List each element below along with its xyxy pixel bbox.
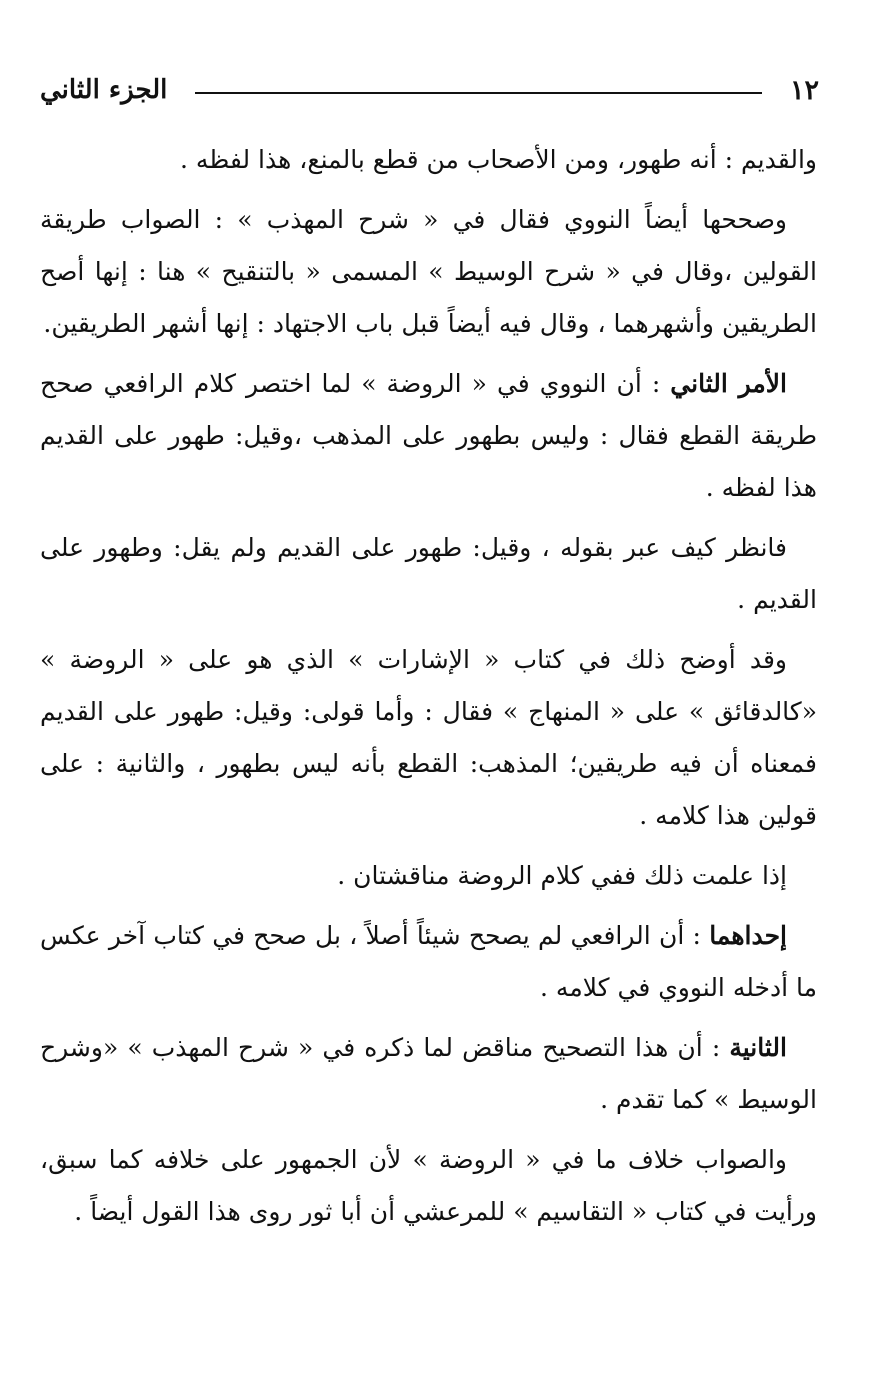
running-title: الجزء الثاني	[40, 75, 168, 105]
paragraph-9	[40, 1134, 817, 1238]
paragraph-text: فانظر كيف عبر بقوله ، وقيل: طهور على القديم ولم يقل: وطهور على القديم .	[40, 533, 817, 614]
paragraph-text: وصححها أيضاً النووي فقال في « شرح المهذب » : الصواب طريقة القولين ،وقال في « شرح الوسيط » المسمى « بالتنقيح » هنا : إنها أصح الطريقين وأشهرهما ، وقال فيه أيضاً قبل باب الاجتهاد : إنها أشهر الطريقين.	[40, 205, 817, 338]
page-header	[40, 70, 819, 110]
paragraph-2	[40, 194, 817, 350]
paragraph-text: : أن هذا التصحيح مناقض لما ذكره في « شرح المهذب » «وشرح الوسيط » كما تقدم .	[40, 1033, 817, 1114]
paragraph-5	[40, 634, 817, 842]
paragraph-lead: الثانية	[729, 1033, 787, 1062]
paragraph-4	[40, 522, 817, 626]
body-text	[40, 134, 817, 1246]
page-number: ١٢	[789, 74, 819, 106]
header-rule	[195, 92, 762, 94]
paragraph-text: إذا علمت ذلك ففي كلام الروضة مناقشتان .	[337, 861, 787, 890]
paragraph-6	[40, 850, 817, 902]
paragraph-text: والصواب خلاف ما في « الروضة » لأن الجمهور على خلافه كما سبق، ورأيت في كتاب « التقاسيم » للمرعشي أن أبا ثور روى هذا القول أيضاً .	[40, 1145, 817, 1226]
paragraph-lead: إحداهما	[709, 921, 787, 950]
paragraph-text: والقديم : أنه طهور، ومن الأصحاب من قطع بالمنع، هذا لفظه .	[180, 145, 817, 174]
paragraph-text: : أن الرافعي لم يصحح شيئاً أصلاً ، بل صحح في كتاب آخر عكس ما أدخله النووي في كلامه .	[40, 921, 817, 1002]
paragraph-text: وقد أوضح ذلك في كتاب « الإشارات » الذي هو على « الروضة » «كالدقائق » على « المنهاج » فقال : وأما قولى: وقيل: طهور على القديم فمعناه أن فيه طريقين؛ المذهب: القطع بأنه ليس بطهور ، والثانية : على قولين هذا كلامه .	[40, 645, 817, 830]
paragraph-1	[40, 134, 817, 186]
paragraph-lead: الأمر الثاني	[670, 369, 787, 398]
paragraph-text: : أن النووي في « الروضة » لما اختصر كلام الرافعي صحح طريقة القطع فقال : وليس بطهور على المذهب ،وقيل: طهور على القديم هذا لفظه .	[40, 369, 817, 502]
paragraph-7	[40, 910, 817, 1014]
paragraph-3	[40, 358, 817, 514]
paragraph-8	[40, 1022, 817, 1126]
